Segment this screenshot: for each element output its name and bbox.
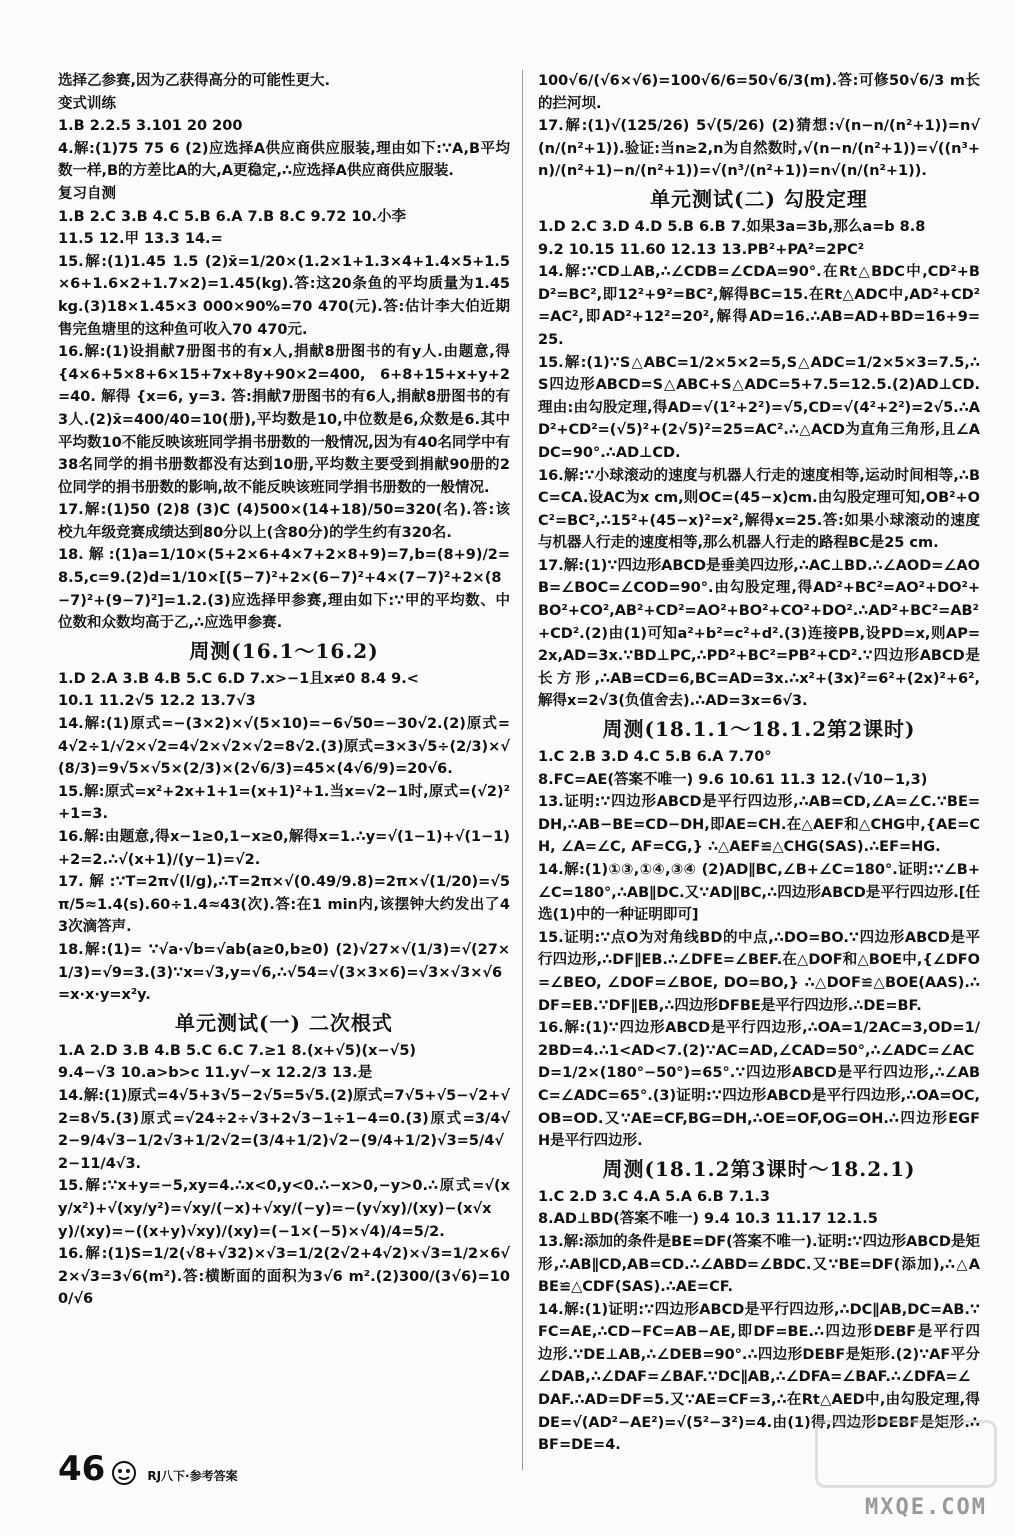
answer-paragraph: 9.4−√3 10.a>b>c 11.y√−x 12.2/3 13.是 [58,1065,373,1082]
answer-paragraph: 16.解:(1)∵四边形ABCD是平行四边形,∴OA=1/2AC=3,OD=1/2BD=4.∴1<AD<7.(2)∵AC=AD,∠CAD=50°,∴∠ADC=∠ACD=1/2×(180°−50°)=65°.∵四边形ABCD是平行四边形,∴∠ABC=∠ADC=65°.(3)证明:∵四边形ABCD是平行四边形,∴OA=OC,OB=OD.又∵AE=CF,BG=DH,∴OE=OF,OG=OH.∴四边形EGFH是平行四边形. [538,1020,980,1150]
answer-paragraph: 17.解:∵T=2π√(l/g),∴T=2π×√(0.49/9.8)=2π×√(1/20)=√5π/5≈1.4(s).60÷1.4≈43(次).答:在1 min内,该摆钟大约发出了43次滴答声. [58,874,510,936]
answer-paragraph: 17.解:(1)50 (2)8 (3)C (4)500×(14+18)/50=320(名).答:该校九年级竞赛成绩达到80分以上(含80分)的学生约有320名. [58,502,510,541]
answer-paragraph: 15.解:(1)1.45 1.5 (2)x̄=1/20×(1.2×1+1.3×4+1.4×5+1.5×6+1.6×2+1.7×2)=1.45(kg).答:这20条鱼的平均质量为1.45 kg.(3)18×1.45×3 000×90%=70 470(元).答:估计李大伯近期售完鱼塘里的这种鱼可收入70 470元. [58,253,510,338]
left-column [58,70,510,1311]
answer-paragraph: 13.解:添加的条件是BE=DF(答案不唯一).证明:∵四边形ABCD是矩形,∴AB∥CD,AB=CD.∴∠ABD=∠BDC.又∵BE=DF(添加),∴△ABE≌△CDF(SAS).∴AE=CF. [538,1233,980,1296]
column-divider [522,70,523,1470]
answer-paragraph: 14.解:(1)①③,①④,③④ (2)AD∥BC,∠B+∠C=180°.证明:∵∠B+∠C=180°,∴AB∥DC.又∵AD∥BC,∴四边形ABCD是平行四边形.[任选(1)中的一种证明即可] [538,862,980,924]
answer-paragraph: 1.B 2.2.5 3.101 20 200 [58,118,243,135]
answer-paragraph: 9.2 10.15 11.60 12.13 13.PB²+PA²=2PC² [538,241,865,258]
page-number: 46 [58,1449,106,1489]
answer-paragraph: 8.AD⊥BD(答案不唯一) 9.4 10.3 11.17 12.1.5 [538,1211,878,1228]
answer-paragraph: 17.解:(1)∵四边形ABCD是垂美四边形,∴AC⊥BD.∴∠AOD=∠AOB=∠BOC=∠COD=90°.由勾股定理,得AD²+BC²=AO²+DO²+BO²+CO²,AB²+CD²=AO²+BO²+CO²+DO².∴AD²+BC²=AB²+CD².(2)由(1)可知a²+b²=c²+d².(3)连接PB,设PD=x,则AP=2x,AD=3x.∵BD⊥PC,∴PD²+BC²=PB²+CD².∵四边形ABCD是长方形,∴AB=CD=6,BC=AD=3x.∴x²+(3x)²=6²+(2x)²+6²,解得x=2√3(负值舍去).∴AD=3x=6√3. [538,557,980,710]
answer-paragraph: 4.解:(1)75 75 6 (2)应选择A供应商供应服装,理由如下:∵A,B平均数一样,B的方差比A的大,A更稳定,∴应选择A供应商供应服装. [58,140,510,180]
answer-paragraph: 1.C 2.D 3.C 4.A 5.A 6.B 7.1.3 [538,1188,770,1205]
answer-paragraph: 15.解:∵x+y=−5,xy=4.∴x<0,y<0.∴−x>0,−y>0.∴原式=√(xy/x²)+√(xy/y²)=√xy/(−x)+√xy/(−y)=−(y√xy)/(xy)−(x√xy)/(xy)=−((x+y)√xy)/(xy)=(−1×(−5)×√4)/4=5/2. [58,1178,510,1240]
answer-paragraph: 16.解:(1)设捐献7册图书的有x人,捐献8册图书的有y人.由题意,得 {4×6+5×8+6×15+7x+8y+90×2=400, 6+8+15+x+y+2=40. 解得 {x=6, y=3. 答:捐献7册图书的有6人,捐献8册图书的有3人.(2)x̄=400/40=10(册),平均数是10,中位数是6,众数是6.其中平均数10不能反映该班同学捐书册数的一般情况,因为有40名同学中有38名同学的捐书册数都没有达到10册,平均数主要受到捐献90册的2位同学的捐书册数的影响,故不能反映该班同学捐书册数的一般情况. [58,344,510,496]
answer-paragraph: 16.解:(1)S=1/2(√8+√32)×√3=1/2(2√2+4√2)×√3=1/2×6√2×√3=3√6(m²).答:横断面的面积为3√6 m².(2)300/(3√6)=100/√6 [58,1246,510,1308]
section-heading: 周测(18.1.2第3课时～18.2.1) [602,1156,916,1181]
answer-paragraph: 1.D 2.A 3.B 4.B 5.C 6.D 7.x>−1且x≠0 8.4 9.< [58,670,419,687]
footer-label: RJ八下·参考答案 [147,1469,238,1483]
answer-paragraph: 16.解:由题意,得x−1≥0,1−x≥0,解得x=1.∴y=√(1−1)+√(1−1)+2=2.∴√(x+1)/(y−1)=√2. [58,829,510,868]
answer-paragraph: 15.证明:∵点O为对角线BD的中点,∴DO=BO.∵四边形ABCD是平行四边形,∴DF∥EB.∴∠DFE=∠BEF.在△DOF和△BOE中,{∠DFO=∠BEO, ∠DOF=∠BOE, DO=BO,} ∴△DOF≌△BOE(AAS).∴DF=EB.∵DF∥EB,∴四边形DFBE是平行四边形.∴DE=BF. [538,929,980,1014]
section-heading: 周测(16.1～16.2) [189,638,379,663]
answer-paragraph: 14.解:(1)证明:∵四边形ABCD是平行四边形,∴DC∥AB,DC=AB.∵FC=AE,∴CD−FC=AB−AE,即DF=BE.∴四边形DEBF是平行四边形.∵DE⊥AB,∴∠DEB=90°.∴四边形DEBF是矩形.(2)∵AF平分∠DAB,∴∠DAF=∠BAF.∵DC∥AB,∴∠DFA=∠BAF.∴∠DFA=∠DAF.∴AD=DF=5.又∵AE=CF=3,∴在Rt△AED中,由勾股定理,得DE=√(AD²−AE²)=√(5²−3²)=4.由(1)得,四边形DEBF是矩形.∴BF=DE=4. [538,1301,980,1454]
right-column [538,70,980,1457]
watermark-logo [815,1420,997,1488]
answer-paragraph: 15.解:(1)∵S△ABC=1/2×5×2=5,S△ADC=1/2×5×3=7.5,∴S四边形ABCD=S△ABC+S△ADC=5+7.5=12.5.(2)AD⊥CD.理由:由勾股定理,得AD=√(1²+2²)=√5,CD=√(4²+2²)=2√5.∴AD²+CD²=(√5)²+(2√5)²=25=AC².∴△ACD为直角三角形,且∠ADC=90°.∴AD⊥CD. [538,354,980,461]
answer-paragraph: 18.解:(1)= ∵√a·√b=√ab(a≥0,b≥0) (2)√27×√(1/3)=√(27×1/3)=√9=3.(3)∵x=√3,y=√6,∴√54=√(3×3×6)=√3×√3×√6=x·x·y=x²y. [58,941,510,1004]
subsection-label: 变式训练 [58,95,116,112]
answer-paragraph: 1.A 2.D 3.B 4.B 5.C 6.C 7.≥1 8.(x+√5)(x−√5) [58,1042,417,1059]
section-heading: 单元测试(一) 二次根式 [175,1010,393,1035]
answer-paragraph: 8.FC=AE(答案不唯一) 9.6 10.61 11.3 12.(√10−1,3) [538,771,928,788]
answer-paragraph: 选择乙参赛,因为乙获得高分的可能性更大. [58,73,331,89]
section-heading: 单元测试(二) 勾股定理 [650,186,868,211]
section-heading: 周测(18.1.1～18.1.2第2课时) [602,717,916,742]
answer-paragraph: 1.D 2.C 3.D 4.D 5.B 6.B 7.如果3a=3b,那么a=b 8.8 [538,218,926,235]
answer-paragraph: 11.5 12.甲 13.3 14.= [58,231,223,248]
answer-paragraph: 18.解:(1)a=1/10×(5+2×6+4×7+2×8+9)=7,b=(8+9)/2=8.5,c=9.(2)d=1/10×[(5−7)²+2×(6−7)²+4×(7−7)²+2×(8−7)²+(9−7)²]=1.2.(3)应选择甲参赛,理由如下:∵甲的平均数、中位数和众数均高于乙,∴应选甲参赛. [58,547,510,632]
answer-paragraph: 14.解:(1)原式=−(3×2)×√(5×10)=−6√50=−30√2.(2)原式=4√2÷1/√2×√2=4√2×√2×√2=8√2.(3)原式=3×3√5÷(2/3)×√(8/3)=9√5×√5×(2/3)×(2√6/3)=45×(4√6/9)=20√6. [58,716,510,778]
answer-paragraph: 15.解:原式=x²+2x+1+1=(x+1)²+1.当x=√2−1时,原式=(√2)²+1=3. [58,783,510,823]
answer-paragraph: 14.解:∵CD⊥AB,∴∠CDB=∠CDA=90°.在Rt△BDC中,CD²+BD²=BC²,即12²+9²=BC²,解得BC=15.在Rt△ADC中,AD²+CD²=AC²,即AD²+12²=20²,解得AD=16.∴AB=AD+BD=16+9=25. [538,264,980,348]
answer-paragraph: 1.C 2.B 3.D 4.C 5.B 6.A 7.70° [538,749,772,766]
answer-paragraph: 1.B 2.C 3.B 4.C 5.B 6.A 7.B 8.C 9.72 10.小李 [58,208,407,225]
watermark-text: MXQE.COM [865,1495,987,1520]
answer-paragraph: 13.证明:∵四边形ABCD是平行四边形,∴AB=CD,∠A=∠C.∵BE=DH,∴AB−BE=CD−DH,即AE=CH.在△AEF和△CHG中,{AE=CH, ∠A=∠C, AF=CG,} ∴△AEF≌△CHG(SAS).∴EF=HG. [538,794,980,856]
subsection-label: 复习自测 [58,185,116,202]
mascot-icon [111,1460,137,1486]
answer-paragraph: 100√6/(√6×√6)=100√6/6=50√6/3(m).答:可修50√6/3 m长的拦河坝. [538,73,980,112]
answer-paragraph: 10.1 11.2√5 12.2 13.7√3 [58,693,256,710]
answer-paragraph: 16.解:∵小球滚动的速度与机器人行走的速度相等,运动时间相等,∴BC=CA.设AC为x cm,则OC=(45−x)cm.由勾股定理可知,OB²+OC²=BC²,∴15²+(45−x)²=x²,解得x=25.答:如果小球滚动的速度与机器人行走的速度相等,那么机器人行走的路程BC是25 cm. [538,467,980,552]
answer-paragraph: 17.解:(1)√(125/26) 5√(5/26) (2)猜想:√(n−n/(n²+1))=n√(n/(n²+1)).验证:当n≥2,n为自然数时,√(n−n/(n²+1))=√((n³+n)/(n²+1)−n/(n²+1))=√(n³/(n²+1))=n√(n/(n²+1)). [538,118,980,180]
answer-paragraph: 14.解:(1)原式=4√5+3√5−2√5=5√5.(2)原式=7√5+√5−√2+√2=8√5.(3)原式=√24÷2÷√3+2√3−1÷1−4=0.(3)原式=3/4√2−9/4√3−1/2√3+1/2√2=(3/4+1/2)√2−(9/4+1/2)√3=5/4√2−11/4√3. [58,1087,510,1172]
page-footer [58,1449,238,1489]
